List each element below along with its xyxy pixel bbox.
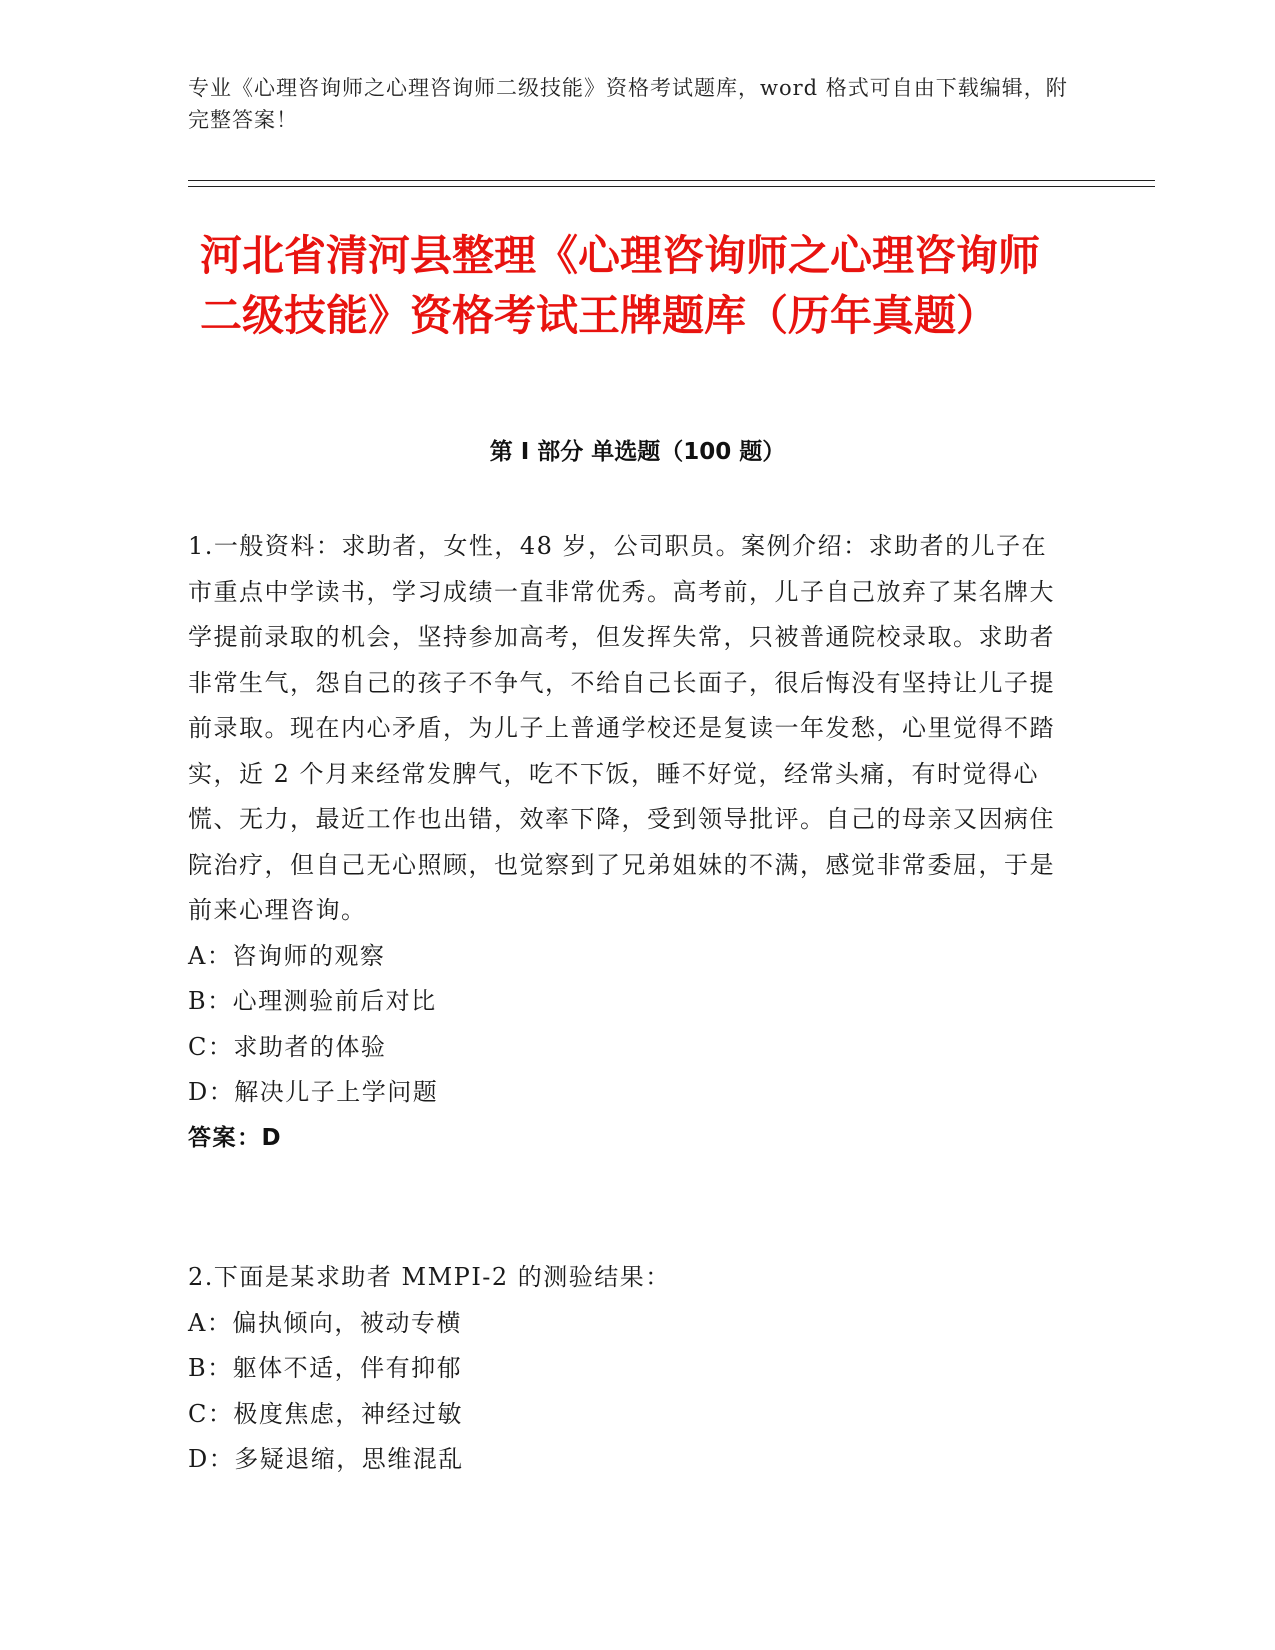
question-2 xyxy=(188,1255,1068,1483)
question-2-stem: 2.下面是某求助者 MMPI-2 的测验结果： xyxy=(188,1263,671,1291)
header-divider-bottom xyxy=(188,186,1155,187)
question-1-stem: 1.一般资料：求助者，女性，48 岁，公司职员。案例介绍：求助者的儿子在市重点中学读书，学习成绩一直非常优秀。高考前，儿子自己放弃了某名牌大学提前录取的机会，坚持参加高考，但发挥失常，只被普通院校录取。求助者非常生气，怨自己的孩子不争气，不给自己长面子，很后悔没有坚持让儿子提前录取。现在内心矛盾，为儿子上普通学校还是复读一年发愁，心里觉得不踏实，近 2 个月来经常发脾气，吃不下饭，睡不好觉，经常头痛，有时觉得心慌、无力，最近工作也出错，效率下降，受到领导批评。自己的母亲又因病住院治疗，但自己无心照顾，也觉察到了兄弟姐妹的不满，感觉非常委屈，于是前来心理咨询。 xyxy=(188,532,1055,924)
question-1-option-a: A：咨询师的观察 xyxy=(188,941,386,970)
question-2-option-a: A：偏执倾向，被动专横 xyxy=(188,1308,462,1337)
header-note: 专业《心理咨询师之心理咨询师二级技能》资格考试题库，word 格式可自由下载编辑，附完整答案！ xyxy=(188,76,1068,132)
question-2-option-c: C：极度焦虑，神经过敏 xyxy=(188,1399,463,1428)
question-2-option-d: D：多疑退缩，思维混乱 xyxy=(188,1445,464,1473)
question-1 xyxy=(188,524,1068,1161)
question-1-option-d: D：解决儿子上学问题 xyxy=(188,1078,439,1106)
question-1-answer: 答案：D xyxy=(188,1124,283,1151)
question-1-option-b: B：心理测验前后对比 xyxy=(188,987,437,1015)
question-2-option-b: B：躯体不适，伴有抑郁 xyxy=(188,1354,463,1382)
section-heading: 第 I 部分 单选题（100 题） xyxy=(489,439,786,465)
header-divider-top xyxy=(188,180,1155,181)
question-1-option-c: C：求助者的体验 xyxy=(188,1032,387,1061)
document-title: 河北省清河县整理《心理咨询师之心理咨询师二级技能》资格考试王牌题库（历年真题） xyxy=(200,231,1041,340)
